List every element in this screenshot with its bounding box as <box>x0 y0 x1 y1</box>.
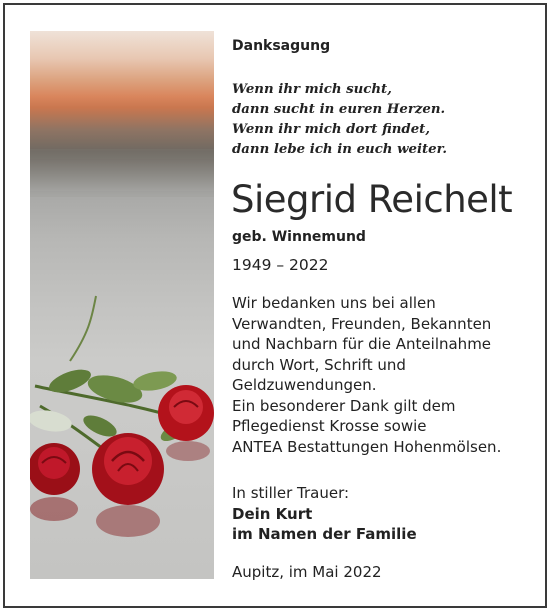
message-line: Pflegedienst Krosse sowie <box>232 417 427 435</box>
message-line: durch Wort, Schrift und <box>232 355 406 374</box>
mourning-block <box>232 483 417 545</box>
message-line: Verwandten, Freunden, Bekannten <box>232 314 492 333</box>
deceased-name: Siegrid Reichelt <box>231 178 513 221</box>
poem <box>232 80 447 160</box>
roses-photo <box>30 31 214 579</box>
poem-line: dann lebe ich in euch weiter. <box>232 142 448 157</box>
message-line: und Nachbarn für die Anteilnahme <box>232 335 492 353</box>
family-line: im Namen der Familie <box>232 525 417 543</box>
poem-line: Wenn ihr mich sucht, <box>232 82 392 97</box>
message-line: ANTEA Bestattungen Hohenmölsen. <box>232 437 502 456</box>
roses-illustration <box>30 31 214 579</box>
place-date: Aupitz, im Mai 2022 <box>232 563 382 581</box>
mourner-name: Dein Kurt <box>232 504 313 523</box>
poem-line: Wenn ihr mich dort findet, <box>232 122 430 137</box>
message-line: Geldzuwendungen. <box>232 376 377 394</box>
thanks-message <box>232 293 501 457</box>
poem-line: dann sucht in euren Herzen. <box>232 102 446 117</box>
mourning-intro: In stiller Trauer: <box>232 484 350 502</box>
life-years: 1949 – 2022 <box>232 256 329 274</box>
message-line: Wir bedanken uns bei allen <box>232 294 436 312</box>
message-line: Ein besonderer Dank gilt dem <box>232 396 456 415</box>
notice-heading: Danksagung <box>232 38 331 54</box>
birth-name: geb. Winnemund <box>232 229 366 245</box>
